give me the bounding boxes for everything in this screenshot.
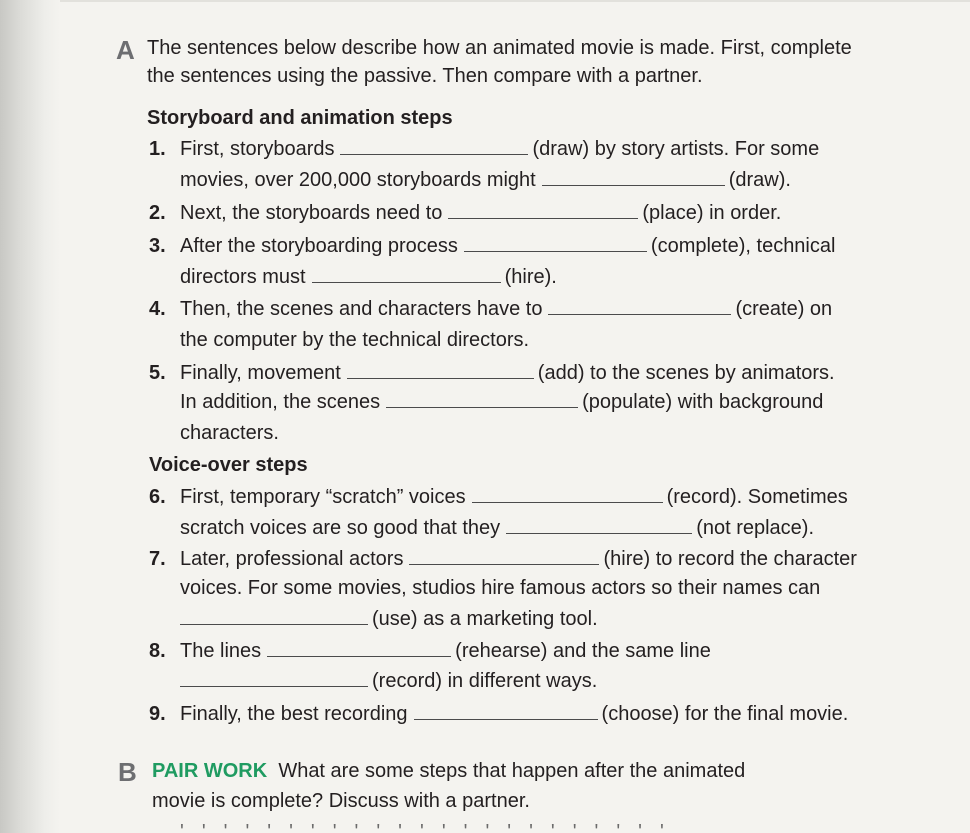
item-2-text-b: (place) in order. [642, 202, 782, 224]
item-9-line-1 [180, 702, 848, 726]
item-3-line-2 [180, 265, 557, 289]
item-6-text-d: (not replace). [696, 517, 815, 539]
item-4-text-b: (create) on [735, 298, 833, 320]
item-8-line-1 [180, 639, 711, 663]
item-7-text-b: (hire) to record the character [603, 548, 857, 570]
item-6-line-2 [180, 516, 814, 540]
item-4-blank-1[interactable] [548, 297, 731, 315]
item-5-text-a: Finally, movement [180, 362, 341, 384]
item-8-blank-2[interactable] [180, 669, 368, 687]
page-top-edge [60, 0, 970, 2]
item-7-text-d: (use) as a marketing tool. [372, 608, 598, 630]
item-9-text-a: Finally, the best recording [180, 703, 408, 725]
item-3-blank-1[interactable] [464, 234, 647, 252]
item-6-text-b: (record). Sometimes [666, 486, 848, 508]
item-4-text-a: Then, the scenes and characters have to [180, 298, 543, 320]
item-2-line-1 [180, 201, 781, 225]
item-5-blank-1[interactable] [347, 361, 534, 379]
instructions-line-2: the sentences using the passive. Then compare with a partner. [147, 65, 703, 87]
item-2-number: 2. [149, 202, 166, 224]
item-8-number: 8. [149, 640, 166, 662]
item-3-text-c: directors must [180, 266, 306, 288]
item-7-line-3 [180, 607, 598, 631]
item-6-line-1 [180, 485, 848, 509]
item-5-text-b: (add) to the scenes by animators. [537, 362, 835, 384]
item-1-text-a: First, storyboards [180, 138, 335, 160]
item-9-number: 9. [149, 703, 166, 725]
item-3-number: 3. [149, 235, 166, 257]
item-8-text-d: (record) in different ways. [372, 670, 598, 692]
item-7-blank-1[interactable] [409, 547, 599, 565]
item-6-blank-2[interactable] [506, 516, 692, 534]
item-6-text-a: First, temporary “scratch” voices [180, 486, 466, 508]
section-a-letter: A [116, 35, 135, 65]
item-8-blank-1[interactable] [267, 639, 451, 657]
item-3-line-1 [180, 234, 835, 258]
pair-work-label: PAIR WORK [152, 760, 268, 782]
section-b-line-1 [152, 759, 745, 783]
section-b-line-2: movie is complete? Discuss with a partner. [152, 790, 530, 812]
item-3-blank-2[interactable] [312, 265, 501, 283]
item-5-text-d: (populate) with background [582, 391, 824, 413]
item-3-text-b: (complete), technical [650, 235, 836, 257]
item-3-text-d: (hire). [504, 266, 557, 288]
item-5-line-1 [180, 361, 835, 385]
item-7-text-a: Later, professional actors [180, 548, 404, 570]
item-1-number: 1. [149, 138, 166, 160]
item-5-blank-2[interactable] [386, 390, 578, 408]
item-5-line-2 [180, 390, 823, 414]
item-1-text-b: (draw) by story artists. For some [532, 138, 820, 160]
item-6-number: 6. [149, 486, 166, 508]
item-8-line-2 [180, 669, 597, 693]
item-9-text-b: (choose) for the final movie. [601, 703, 849, 725]
item-8-text-a: The lines [180, 640, 262, 662]
item-1-line-1 [180, 137, 819, 161]
item-6-text-c: scratch voices are so good that they [180, 517, 501, 539]
item-8-text-b: (rehearse) and the same line [455, 640, 711, 662]
item-1-text-c: movies, over 200,000 storyboards might [180, 169, 536, 191]
item-1-blank-1[interactable] [340, 137, 528, 155]
item-4-line-1 [180, 297, 832, 321]
section-b-letter: B [118, 757, 137, 787]
item-1-text-d: (draw). [728, 169, 791, 191]
item-5-number: 5. [149, 362, 166, 384]
item-3-text-a: After the storyboarding process [180, 235, 458, 257]
item-1-line-2 [180, 168, 791, 192]
cut-off-text-line: ''''''''''''''''''''''' [180, 822, 682, 833]
item-1-blank-2[interactable] [542, 168, 725, 186]
storyboard-heading: Storyboard and animation steps [147, 107, 453, 129]
voiceover-heading: Voice-over steps [149, 454, 308, 476]
item-7-line-2: voices. For some movies, studios hire famous actors so their names can [180, 577, 821, 599]
section-b-text-1: What are some steps that happen after the animated [278, 760, 746, 782]
item-4-number: 4. [149, 298, 166, 320]
item-4-line-2: the computer by the technical directors. [180, 329, 530, 351]
item-2-blank-1[interactable] [448, 201, 638, 219]
item-7-blank-2[interactable] [180, 607, 368, 625]
item-7-number: 7. [149, 548, 166, 570]
book-spine-shadow [0, 0, 60, 833]
item-7-line-1 [180, 547, 857, 571]
item-6-blank-1[interactable] [472, 485, 663, 503]
item-5-line-3: characters. [180, 422, 279, 444]
item-9-blank-1[interactable] [414, 702, 598, 720]
item-2-text-a: Next, the storyboards need to [180, 202, 443, 224]
instructions-line-1: The sentences below describe how an animated movie is made. First, complete [147, 37, 852, 59]
item-5-text-c: In addition, the scenes [180, 391, 381, 413]
